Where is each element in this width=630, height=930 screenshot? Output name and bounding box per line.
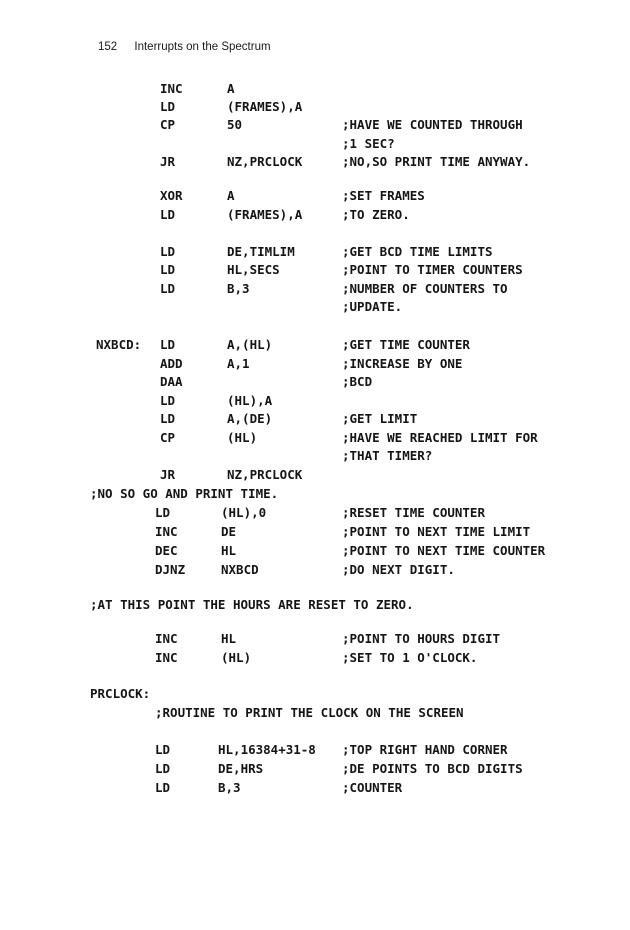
code-label: ;NO SO GO AND PRINT TIME.: [90, 486, 279, 501]
code-opcode: LD: [160, 207, 176, 222]
running-title: Interrupts on the Spectrum: [134, 41, 271, 53]
code-operand: NZ,PRCLOCK: [227, 467, 303, 482]
code-comment: ;GET LIMIT: [342, 411, 418, 426]
code-operand: A,(HL): [227, 337, 273, 352]
code-opcode: LD: [160, 393, 176, 408]
code-comment: ;COUNTER: [342, 780, 403, 795]
code-comment: ;SET TO 1 O'CLOCK.: [342, 650, 478, 665]
code-operand: DE,HRS: [218, 761, 264, 776]
code-comment: ;THAT TIMER?: [342, 448, 433, 463]
code-operand: (FRAMES),A: [227, 99, 303, 114]
code-operand: B,3: [218, 780, 241, 795]
code-label: NXBCD:: [96, 337, 142, 352]
code-operand: B,3: [227, 281, 250, 296]
code-comment: ;GET TIME COUNTER: [342, 337, 470, 352]
code-opcode: JR: [160, 467, 176, 482]
code-opcode: ;ROUTINE TO PRINT THE CLOCK ON THE SCREEN: [155, 705, 464, 720]
code-opcode: LD: [160, 99, 176, 114]
code-comment: ;HAVE WE COUNTED THROUGH: [342, 117, 523, 132]
code-operand: HL,16384+31-8: [218, 742, 316, 757]
code-opcode: DJNZ: [155, 562, 186, 577]
code-comment: ;NO,SO PRINT TIME ANYWAY.: [342, 154, 531, 169]
code-opcode: ADD: [160, 356, 183, 371]
code-comment: ;DO NEXT DIGIT.: [342, 562, 455, 577]
code-opcode: LD: [160, 281, 176, 296]
code-opcode: CP: [160, 117, 176, 132]
code-comment: ;INCREASE BY ONE: [342, 356, 463, 371]
code-operand: (HL): [221, 650, 252, 665]
code-opcode: LD: [160, 262, 176, 277]
code-comment: ;SET FRAMES: [342, 188, 425, 203]
code-comment: ;POINT TO NEXT TIME COUNTER: [342, 543, 546, 558]
code-comment: ;POINT TO TIMER COUNTERS: [342, 262, 523, 277]
code-label: ;AT THIS POINT THE HOURS ARE RESET TO ZERO.: [90, 597, 414, 612]
code-opcode: LD: [160, 411, 176, 426]
code-comment: ;BCD: [342, 374, 373, 389]
code-operand: A: [227, 188, 235, 203]
code-comment: ;POINT TO NEXT TIME LIMIT: [342, 524, 531, 539]
code-operand: (HL),0: [221, 505, 267, 520]
code-comment: ;HAVE WE REACHED LIMIT FOR: [342, 430, 538, 445]
code-opcode: DAA: [160, 374, 183, 389]
code-label: PRCLOCK:: [90, 686, 151, 701]
code-opcode: LD: [155, 505, 171, 520]
code-opcode: DEC: [155, 543, 178, 558]
code-opcode: INC: [155, 631, 178, 646]
code-opcode: LD: [155, 742, 171, 757]
code-opcode: CP: [160, 430, 176, 445]
code-comment: ;POINT TO HOURS DIGIT: [342, 631, 501, 646]
code-opcode: INC: [160, 81, 183, 96]
code-operand: DE: [221, 524, 237, 539]
code-operand: (FRAMES),A: [227, 207, 303, 222]
code-opcode: XOR: [160, 188, 183, 203]
code-comment: ;TOP RIGHT HAND CORNER: [342, 742, 508, 757]
code-operand: HL,SECS: [227, 262, 280, 277]
code-opcode: LD: [155, 780, 171, 795]
code-operand: (HL): [227, 430, 258, 445]
code-opcode: LD: [155, 761, 171, 776]
code-comment: ;TO ZERO.: [342, 207, 410, 222]
code-comment: ;DE POINTS TO BCD DIGITS: [342, 761, 523, 776]
code-operand: NZ,PRCLOCK: [227, 154, 303, 169]
code-comment: ;RESET TIME COUNTER: [342, 505, 485, 520]
code-opcode: INC: [155, 524, 178, 539]
code-operand: HL: [221, 631, 237, 646]
code-operand: A: [227, 81, 235, 96]
code-comment: ;1 SEC?: [342, 136, 395, 151]
code-operand: A,1: [227, 356, 250, 371]
code-operand: A,(DE): [227, 411, 273, 426]
code-comment: ;UPDATE.: [342, 299, 403, 314]
code-operand: (HL),A: [227, 393, 273, 408]
code-operand: NXBCD: [221, 562, 259, 577]
code-opcode: LD: [160, 244, 176, 259]
code-opcode: LD: [160, 337, 176, 352]
code-opcode: JR: [160, 154, 176, 169]
code-operand: HL: [221, 543, 237, 558]
code-operand: DE,TIMLIM: [227, 244, 295, 259]
code-operand: 50: [227, 117, 243, 132]
code-comment: ;NUMBER OF COUNTERS TO: [342, 281, 508, 296]
page-number: 152: [98, 41, 118, 53]
page-header: [98, 41, 271, 53]
code-opcode: INC: [155, 650, 178, 665]
code-comment: ;GET BCD TIME LIMITS: [342, 244, 493, 259]
